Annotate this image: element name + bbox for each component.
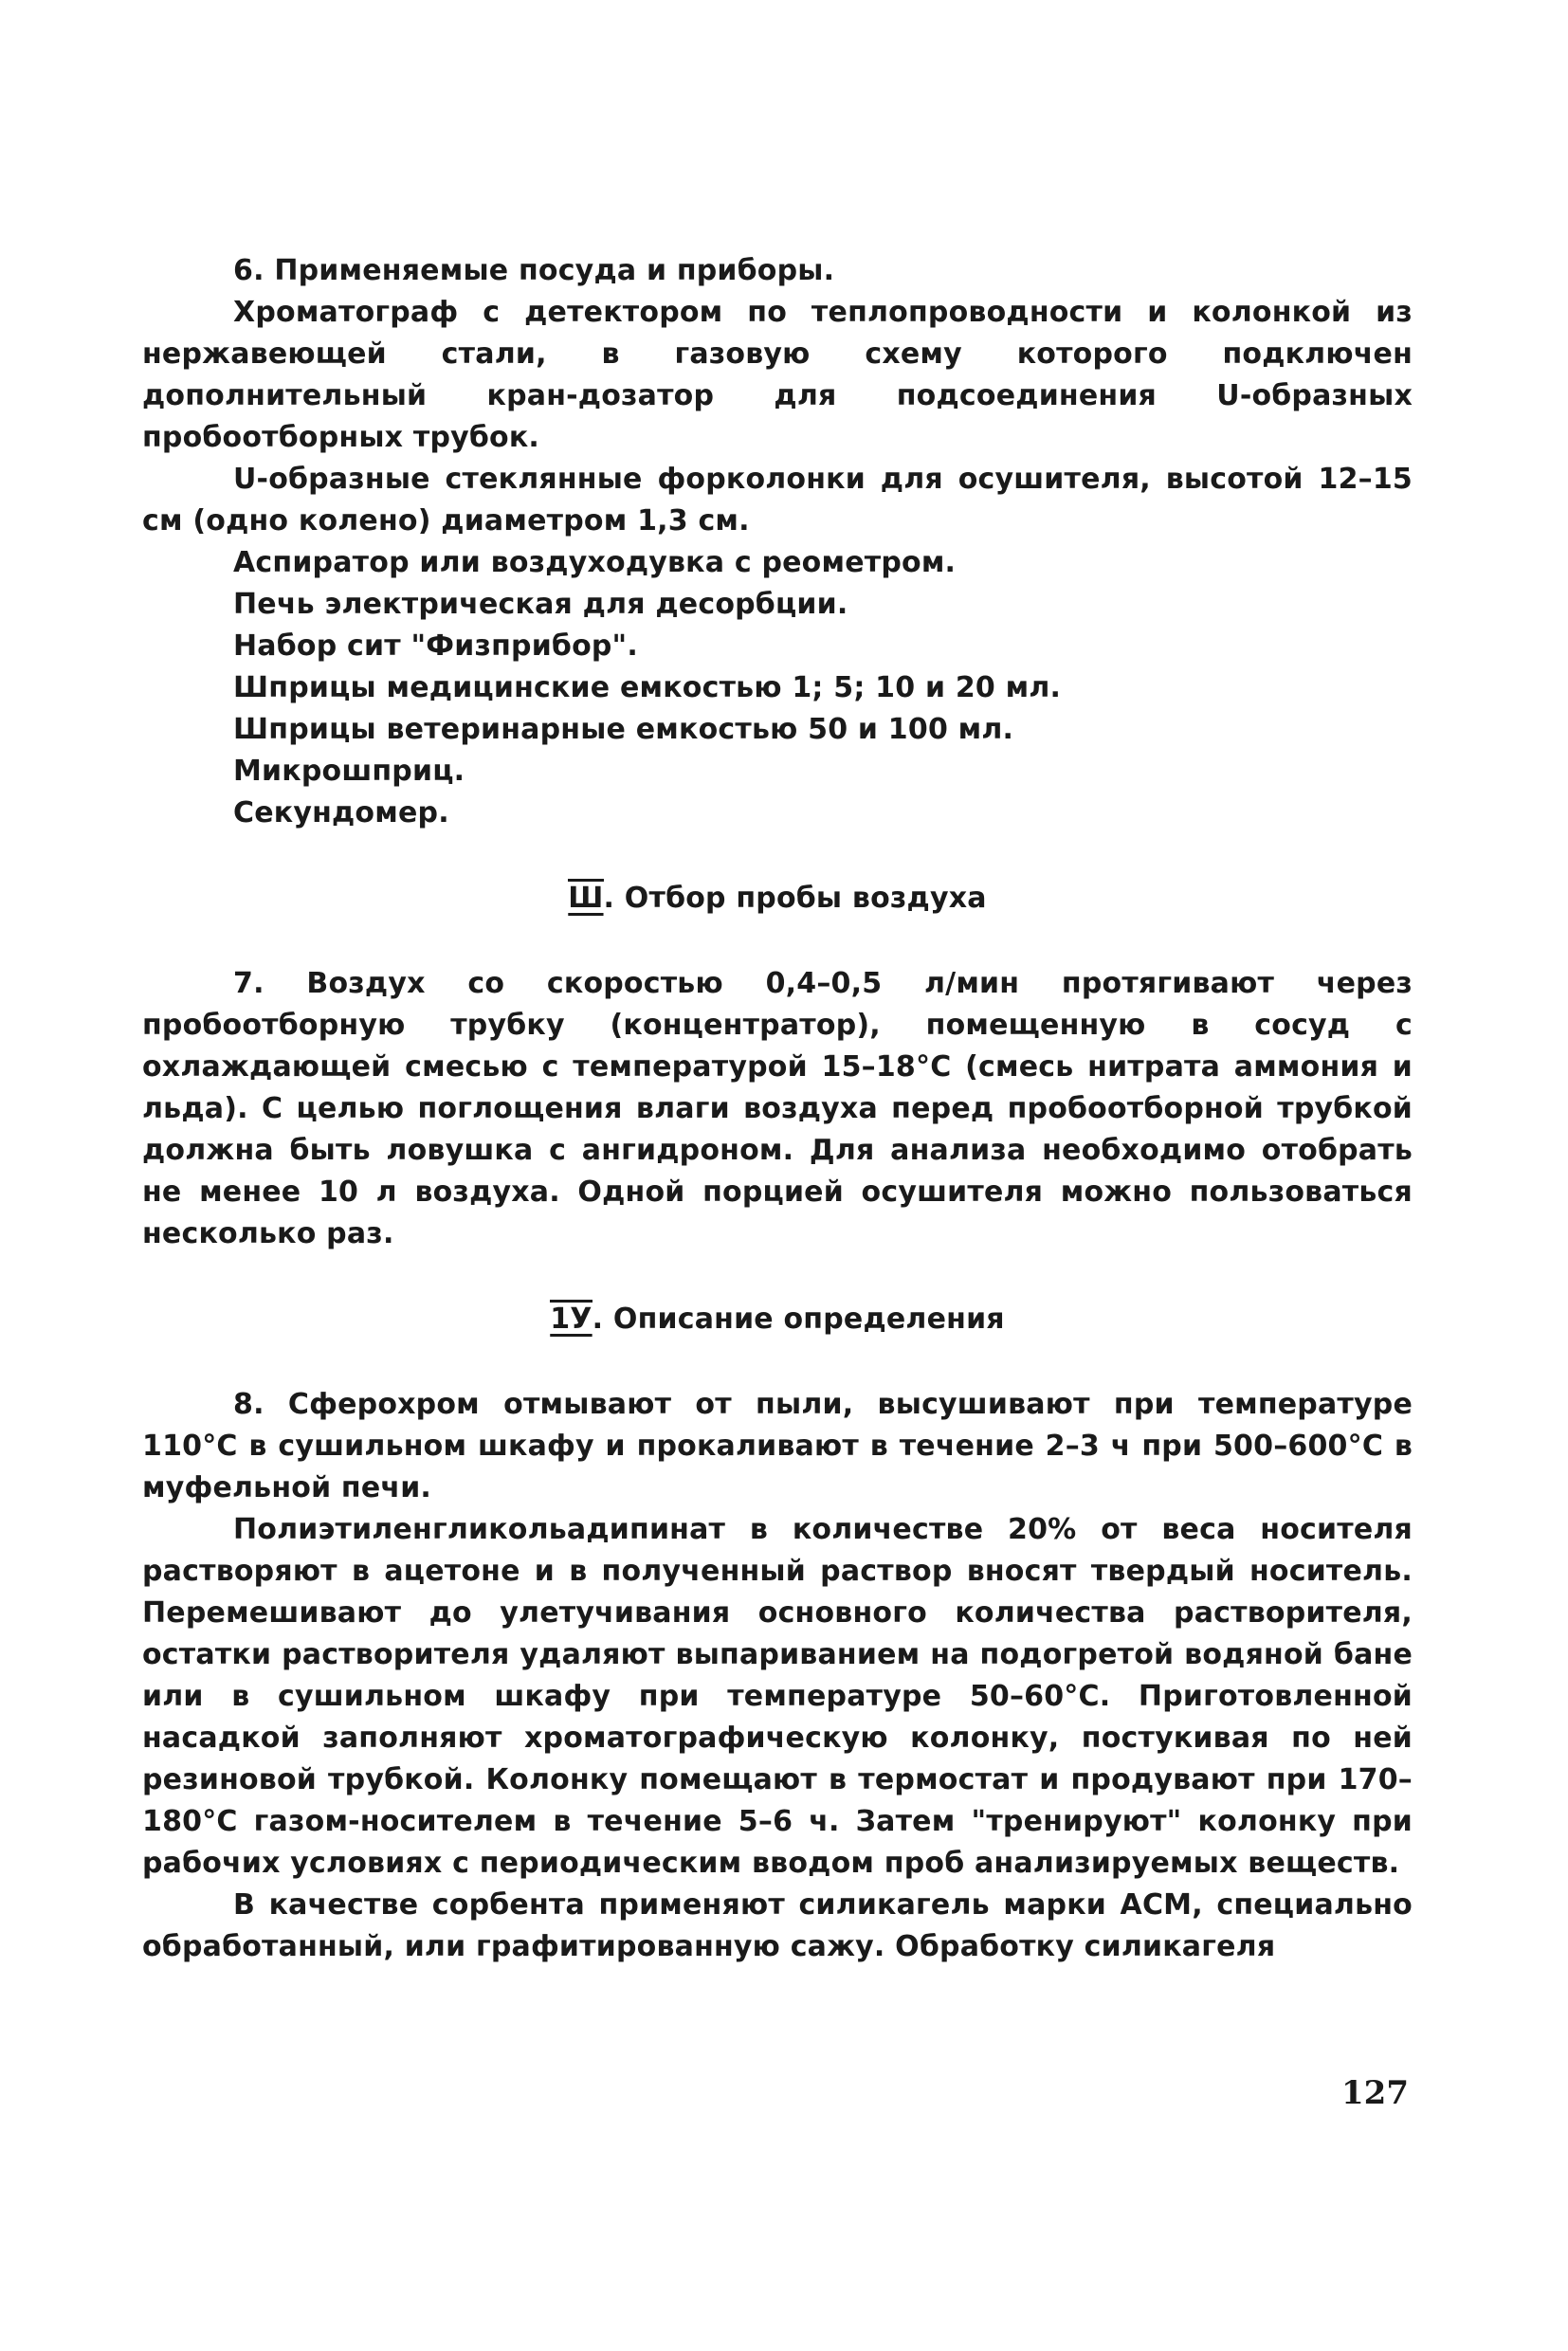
spacer [142, 1340, 1413, 1384]
page-number: 127 [1341, 2074, 1409, 2112]
section-4-heading [142, 1299, 1413, 1340]
spacer [142, 1255, 1413, 1299]
spacer [142, 834, 1413, 878]
equipment-item: Набор сит "Физприбор". [233, 629, 638, 663]
equipment-item: Микрошприц. [233, 755, 465, 788]
paragraph-9: Полиэтиленгликольадипинат в количестве 20% от веса носителя растворяют в ацетоне и в полученный раствор вносят твердый носитель. Перемешивают до улетучивания основного количества растворителя, остатки растворителя удаляют выпариванием на подогретой водяной бане или в сушильном шкафу при температуре 50–60°С. Приготовленной насадкой заполняют хроматографическую колонку, постукивая по ней резиновой трубкой. Колонку помещают в термостат и продувают при 170–180°С газом-носителем в течение 5–6 ч. Затем "тренируют" колонку при рабочих условиях с периодическим вводом проб анализируемых веществ. [142, 1513, 1413, 1880]
equipment-item: Секундомер. [233, 796, 449, 829]
equipment-item: Печь электрическая для десорбции. [233, 588, 848, 621]
equipment-item: Шприцы ветеринарные емкостью 50 и 100 мл. [233, 713, 1014, 746]
section-3-heading [142, 878, 1413, 920]
section-6-paragraph-2: U-образные стеклянные форколонки для осушителя, высотой 12–15 см (одно колено) диаметром 1,3 см. [142, 463, 1413, 538]
equipment-item: Аспиратор или воздуходувка с реометром. [233, 546, 957, 579]
paragraph-10: В качестве сорбента применяют силикагель марки АСМ, специально обработанный, или графитированную сажу. Обработку силикагеля [142, 1888, 1413, 1963]
spacer [142, 920, 1413, 963]
paragraph-7: 7. Воздух со скоростью 0,4–0,5 л/мин протягивают через пробоотборную трубку (концентратор), помещенную в сосуд с охлаждающей смесью с температурой 15–18°С (смесь нитрата аммония и льда). С целью поглощения влаги воздуха перед пробоотборной трубкой должна быть ловушка с ангидроном. Для анализа необходимо отобрать не менее 10 л воздуха. Одной порцией осушителя можно пользоваться несколько раз. [142, 967, 1413, 1250]
section-6-title: 6. Применяемые посуда и приборы. [233, 254, 835, 287]
section-3-numeral: Ш [568, 879, 603, 915]
page-body [142, 250, 1413, 1968]
paragraph-8: 8. Сферохром отмывают от пыли, высушивают при температуре 110°С в сушильном шкафу и прокаливают в течение 2–3 ч при 500–600°С в муфельной печи. [142, 1388, 1413, 1504]
equipment-item: Шприцы медицинские емкостью 1; 5; 10 и 20 мл. [233, 671, 1062, 704]
section-6-paragraph-1: Хроматограф с детектором по теплопроводности и колонкой из нержавеющей стали, в газовую схему которого подключен дополнительный кран-дозатор для подсоединения U-образных пробоотборных трубок. [142, 296, 1413, 454]
section-4-title: . Описание определения [592, 1303, 1005, 1336]
section-4-numeral: 1У [550, 1300, 592, 1336]
section-3-title: . Отбор пробы воздуха [603, 882, 987, 915]
